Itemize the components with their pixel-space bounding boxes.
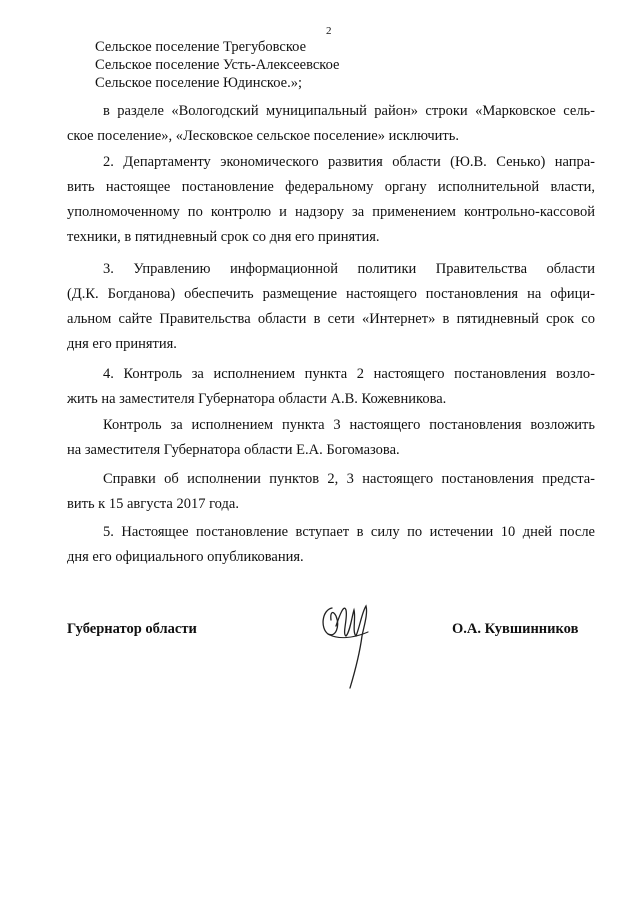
paragraph-item-5 bbox=[67, 520, 595, 570]
paragraph-line: Контроль за исполнением пункта 3 настоящего постановления возложить bbox=[103, 417, 595, 433]
paragraph-line: 4. Контроль за исполнением пункта 2 настоящего постановления возло- bbox=[103, 366, 595, 382]
paragraph-line: ское поселение», «Лесковское сельское поселение» исключить. bbox=[67, 128, 459, 144]
paragraph-line: Справки об исполнении пунктов 2, 3 настоящего постановления предста- bbox=[103, 471, 595, 487]
paragraph-line: техники, в пятидневный срок со дня его принятия. bbox=[67, 229, 380, 245]
paragraph-line: 3. Управлению информационной политики Правительства области bbox=[103, 261, 595, 277]
paragraph-line: (Д.К. Богданова) обеспечить размещение настоящего постановления на офици- bbox=[67, 286, 595, 302]
paragraph-item-4 bbox=[67, 362, 595, 412]
paragraph-line: дня его официального опубликования. bbox=[67, 549, 304, 565]
paragraph-reports bbox=[67, 467, 595, 517]
paragraph-item-3 bbox=[67, 257, 595, 357]
page-number: 2 bbox=[326, 25, 332, 37]
paragraph-line: альном сайте Правительства области в сети «Интернет» в пятидневный срок со bbox=[67, 311, 595, 327]
paragraph-control-item-3 bbox=[67, 413, 595, 463]
paragraph-line: дня его принятия. bbox=[67, 336, 177, 352]
signatory-role: Губернатор области bbox=[67, 621, 197, 637]
paragraph-line: на заместителя Губернатора области Е.А. Богомазова. bbox=[67, 442, 400, 458]
paragraph-line: вить к 15 августа 2017 года. bbox=[67, 496, 239, 512]
list-item: Сельское поселение Трегубовское bbox=[95, 39, 307, 55]
list-item: Сельское поселение Усть-Алексеевское bbox=[95, 57, 340, 73]
paragraph-line: уполномоченному по контролю и надзору за применением контрольно-кассовой bbox=[67, 204, 595, 220]
paragraph-line: в разделе «Вологодский муниципальный район» строки «Марковское сель- bbox=[103, 103, 595, 119]
paragraph-line: жить на заместителя Губернатора области А.В. Кожевникова. bbox=[67, 391, 447, 407]
paragraph-line: вить настоящее постановление федеральному органу исполнительной власти, bbox=[67, 179, 595, 195]
signatory-name: О.А. Кувшинников bbox=[452, 621, 579, 637]
paragraph-item-2 bbox=[67, 150, 595, 250]
paragraph-line: 2. Департаменту экономического развития области (Ю.В. Сенько) напра- bbox=[103, 154, 595, 170]
list-item: Сельское поселение Юдинское.»; bbox=[95, 75, 302, 91]
settlement-list bbox=[95, 38, 339, 92]
handwritten-signature-icon bbox=[318, 596, 378, 696]
paragraph-line: 5. Настоящее постановление вступает в силу по истечении 10 дней после bbox=[103, 524, 595, 540]
paragraph-section-change bbox=[67, 99, 595, 149]
